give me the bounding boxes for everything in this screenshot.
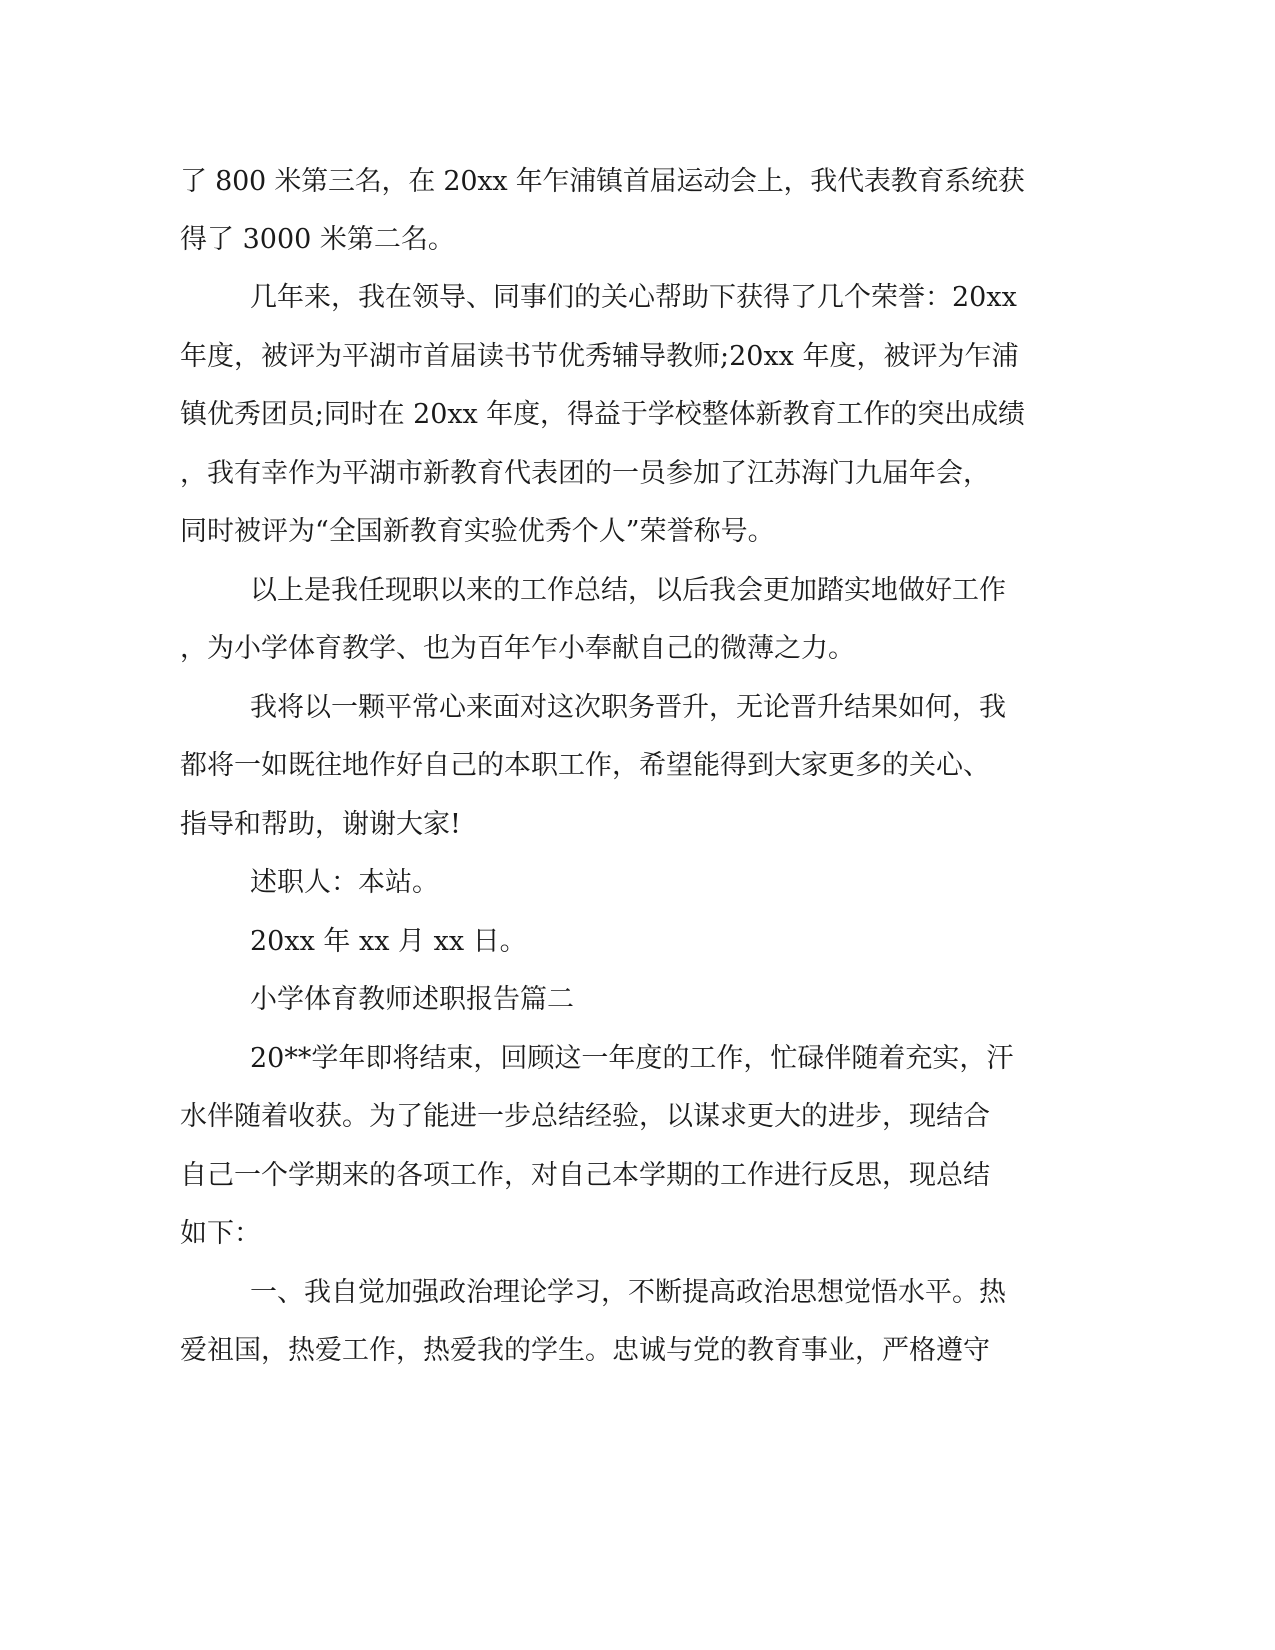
text-line-1: 了 800 米第三名，在 20xx 年乍浦镇首届运动会上，我代表教育系统获 xyxy=(180,166,1025,197)
date-line: 20xx 年 xx 月 xx 日。 xyxy=(250,926,527,957)
text-line-20: 一、我自觉加强政治理论学习，不断提高政治思想觉悟水平。热 xyxy=(250,1277,1006,1308)
text-line-8: 以上是我任现职以来的工作总结，以后我会更加踏实地做好工作 xyxy=(250,575,1006,606)
text-line-9: ，为小学体育教学、也为百年乍小奉献自己的微薄之力。 xyxy=(180,633,855,664)
text-line-11: 都将一如既往地作好自己的本职工作，希望能得到大家更多的关心、 xyxy=(180,750,990,781)
text-line-6: ，我有幸作为平湖市新教育代表团的一员参加了江苏海门九届年会， xyxy=(180,458,990,489)
text-line-7: 同时被评为“全国新教育实验优秀个人”荣誉称号。 xyxy=(180,516,775,547)
text-line-16: 20**学年即将结束，回顾这一年度的工作，忙碌伴随着充实，汗 xyxy=(250,1043,1014,1074)
text-line-21: 爱祖国，热爱工作，热爱我的学生。忠诚与党的教育事业，严格遵守 xyxy=(180,1335,990,1366)
text-line-17: 水伴随着收获。为了能进一步总结经验，以谋求更大的进步，现结合 xyxy=(180,1101,990,1132)
text-line-3: 几年来，我在领导、同事们的关心帮助下获得了几个荣誉：20xx xyxy=(250,282,1017,313)
text-line-18: 自己一个学期来的各项工作，对自己本学期的工作进行反思，现总结 xyxy=(180,1160,990,1191)
section-heading: 小学体育教师述职报告篇二 xyxy=(250,984,574,1015)
text-line-4: 年度，被评为平湖市首届读书节优秀辅导教师;20xx 年度，被评为乍浦 xyxy=(180,341,1019,372)
text-line-5: 镇优秀团员;同时在 20xx 年度，得益于学校整体新教育工作的突出成绩 xyxy=(180,399,1025,430)
text-line-19: 如下： xyxy=(180,1218,261,1249)
signature-line: 述职人：本站。 xyxy=(250,867,439,898)
text-line-12: 指导和帮助，谢谢大家! xyxy=(180,809,461,840)
text-line-2: 得了 3000 米第二名。 xyxy=(180,224,455,255)
text-line-10: 我将以一颗平常心来面对这次职务晋升，无论晋升结果如何，我 xyxy=(250,692,1006,723)
